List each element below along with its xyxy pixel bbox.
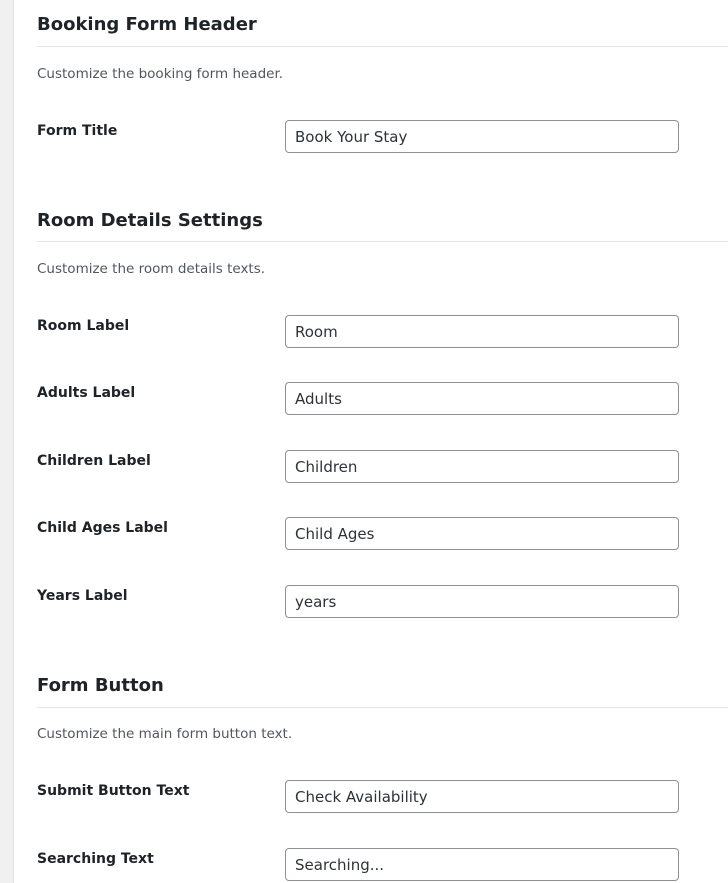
section-title-form-button: Form Button [37,675,164,696]
submit-button-text-label: Submit Button Text [37,783,190,799]
settings-content [37,0,728,883]
searching-text-label: Searching Text [37,851,154,867]
searching-text-input[interactable] [285,848,679,881]
form-title-label: Form Title [37,123,118,139]
room-label-input[interactable] [285,315,679,348]
years-label-input[interactable] [285,585,679,618]
children-label-label: Children Label [37,453,151,469]
adults-label-label: Adults Label [37,385,136,401]
child-ages-label-label: Child Ages Label [37,520,168,536]
submit-button-text-input[interactable] [285,780,679,813]
room-label-label: Room Label [37,318,130,334]
admin-sidebar-edge [0,0,14,883]
section-description: Customize the room details texts. [37,261,266,277]
section-title-booking-form-header: Booking Form Header [37,14,257,35]
children-label-input[interactable] [285,450,679,483]
years-label-label: Years Label [37,588,128,604]
section-divider [37,241,728,242]
form-title-input[interactable] [285,120,679,153]
section-description: Customize the main form button text. [37,726,293,742]
child-ages-label-input[interactable] [285,517,679,550]
section-title-room-details-settings: Room Details Settings [37,210,263,231]
section-divider [37,707,728,708]
adults-label-input[interactable] [285,382,679,415]
section-description: Customize the booking form header. [37,66,284,82]
section-divider [37,46,728,47]
